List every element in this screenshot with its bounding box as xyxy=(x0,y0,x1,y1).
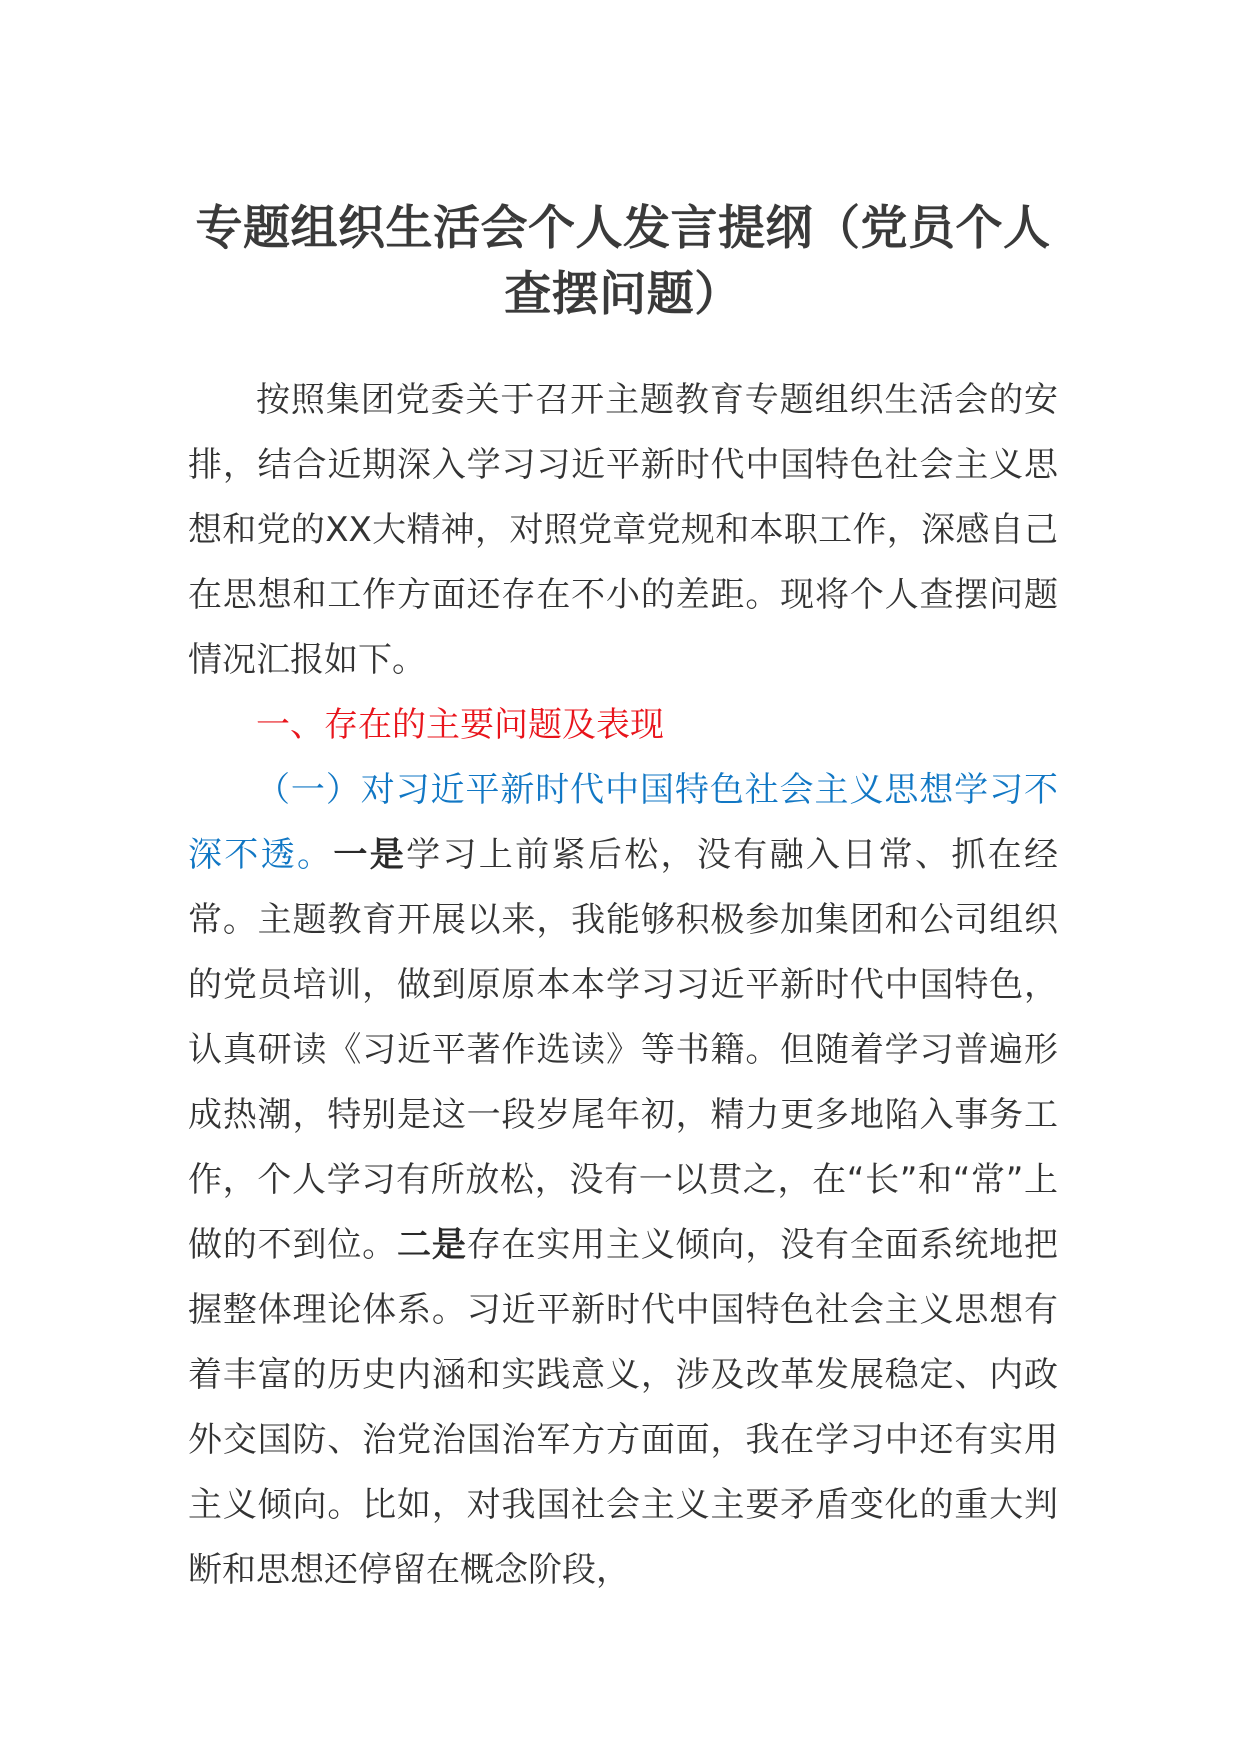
problem-paragraph xyxy=(188,758,1058,1603)
document-page xyxy=(188,196,1058,1603)
point-two-lead: 二是 xyxy=(397,1225,467,1265)
subsection-heading: （一）对习近平新时代中国特色社会主义思想学习不深不透。 xyxy=(188,770,1058,875)
point-one-lead: 一是 xyxy=(333,835,407,875)
point-two-text: 存在实用主义倾向，没有全面系统地把握整体理论体系。习近平新时代中国特色社会主义思想有着丰富的历史内涵和实践意义，涉及改革发展稳定、内政外交国防、治党治国治军方方面面，我在学习中还有实用主义倾向。比如，对我国社会主义主要矛盾变化的重大判断和思想还停留在概念阶段， xyxy=(188,1225,1059,1590)
point-one-text: 学习上前紧后松，没有融入日常、抓在经常。主题教育开展以来，我能够积极参加集团和公司组织的党员培训，做到原原本本学习习近平新时代中国特色，认真研读《习近平著作选读》等书籍。但随着学习普遍形成热潮，特别是这一段岁尾年初，精力更多地陷入事务工作，个人学习有所放松，没有一以贯之，在“长”和“常”上做的不到位。 xyxy=(188,835,1059,1265)
intro-paragraph: 按照集团党委关于召开主题教育专题组织生活会的安排，结合近期深入学习习近平新时代中国特色社会主义思想和党的XX大精神，对照党章党规和本职工作，深感自己在思想和工作方面还存在不小的差距。现将个人查摆问题情况汇报如下。 xyxy=(188,380,1058,680)
document-body xyxy=(188,368,1058,1603)
document-title: 专题组织生活会个人发言提纲（党员个人查摆问题） xyxy=(195,201,1051,322)
section-heading: 一、存在的主要问题及表现 xyxy=(256,705,664,745)
